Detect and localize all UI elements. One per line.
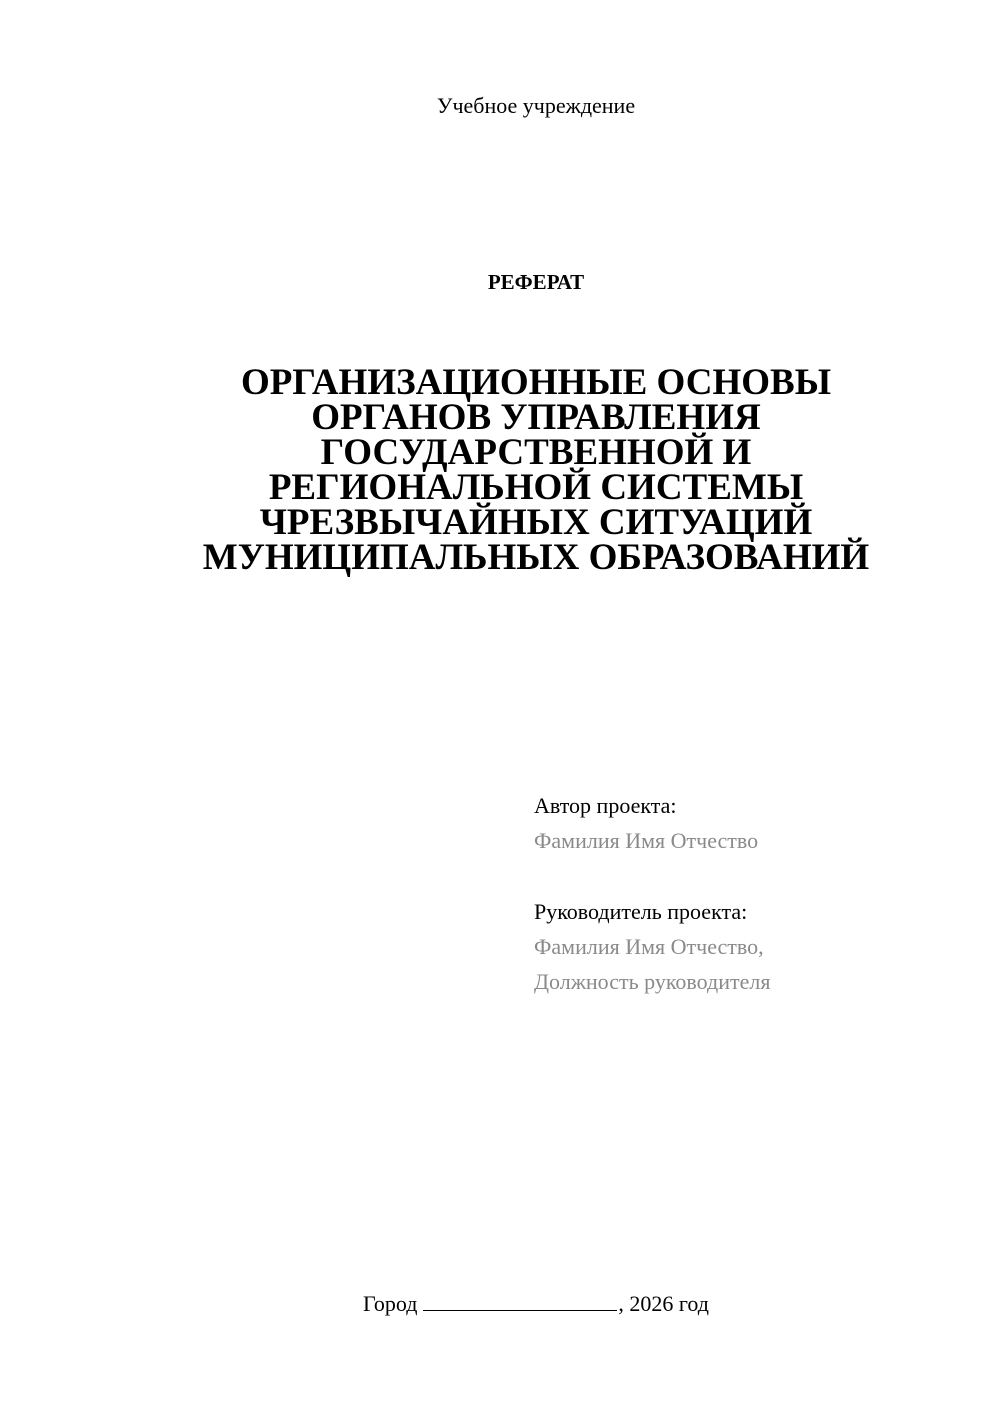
title-line: РЕГИОНАЛЬНОЙ СИСТЕМЫ	[268, 467, 804, 508]
title-line: ЧРЕЗВЫЧАЙНЫХ СИТУАЦИЙ	[259, 502, 813, 543]
institution-name: Учебное учреждение	[436, 93, 636, 118]
credits-block	[534, 788, 974, 999]
year-text: , 2026 год	[618, 1291, 709, 1316]
city-blank-line	[423, 1290, 617, 1311]
supervisor-position-placeholder: Должность руководителя	[534, 969, 771, 994]
author-name-placeholder: Фамилия Имя Отчество	[534, 828, 759, 853]
document-title	[140, 362, 932, 578]
supervisor-name-placeholder: Фамилия Имя Отчество,	[534, 934, 764, 959]
city-year-line	[0, 1290, 1000, 1318]
supervisor-label: Руководитель проекта:	[534, 899, 748, 924]
author-label: Автор проекта:	[534, 793, 677, 818]
title-line: ГОСУДАРСТВЕННОЙ И	[320, 432, 752, 473]
city-label: Город	[363, 1291, 418, 1316]
title-line: ОРГАНОВ УПРАВЛЕНИЯ	[311, 397, 761, 438]
spacer	[534, 858, 974, 894]
document-type: РЕФЕРАТ	[487, 270, 585, 294]
title-line: МУНИЦИПАЛЬНЫХ ОБРАЗОВАНИЙ	[202, 537, 870, 578]
title-line: ОРГАНИЗАЦИОННЫЕ ОСНОВЫ	[240, 362, 832, 403]
